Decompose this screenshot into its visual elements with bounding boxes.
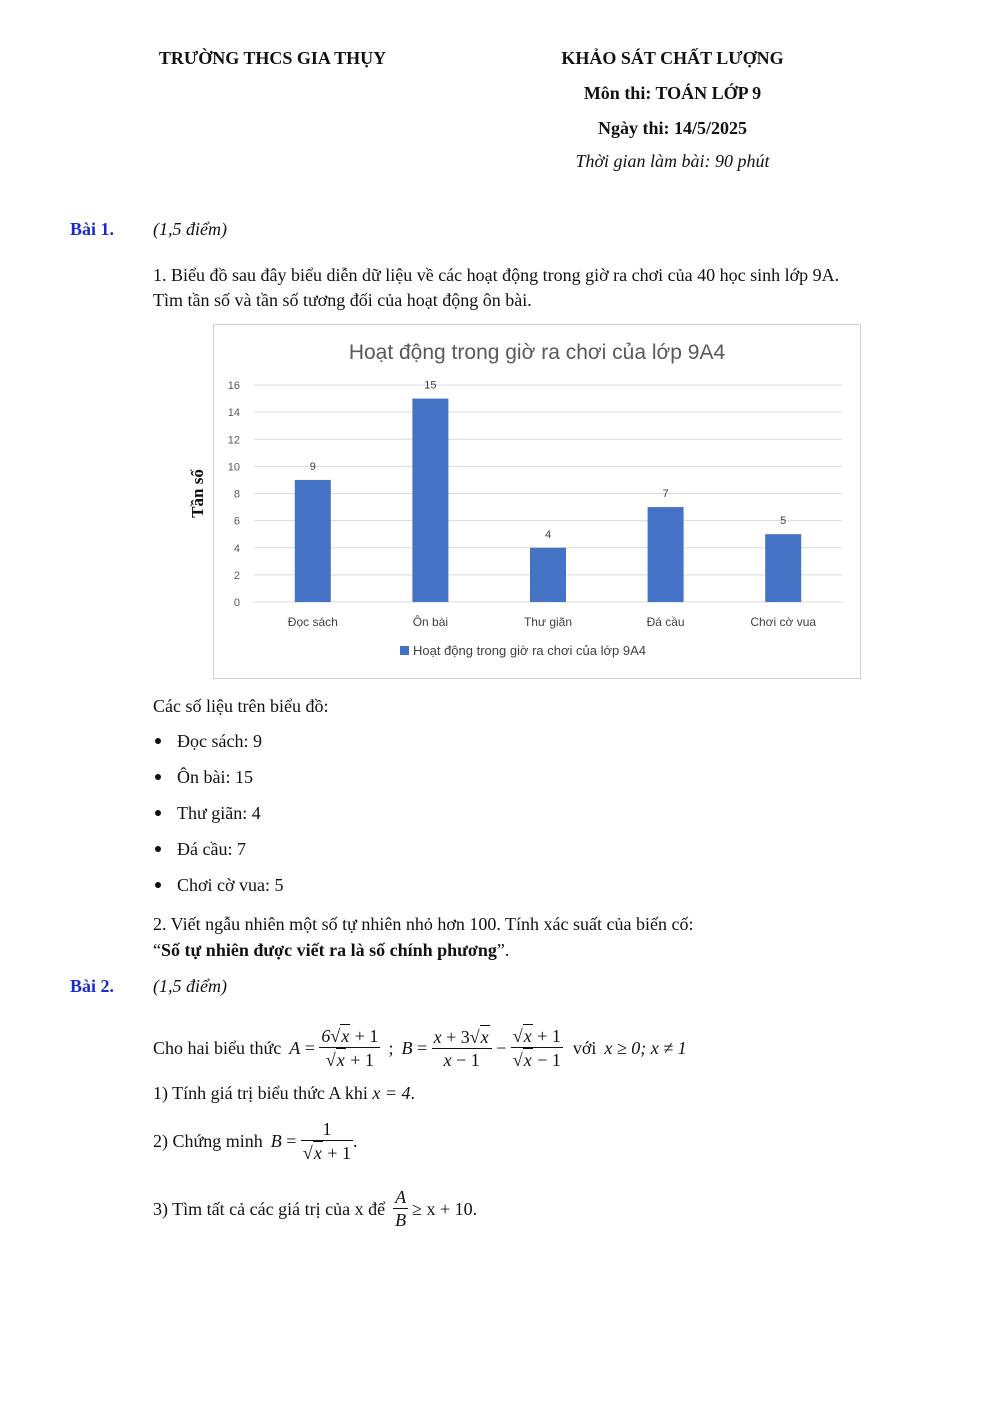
bar (412, 399, 448, 602)
data-list-item-text: Thư giãn: 4 (177, 803, 261, 823)
data-list-item (155, 875, 284, 896)
bai1-q1-line1: 1. Biểu đồ sau đây biểu diễn dữ liệu về các hoạt động trong giờ ra chơi của 40 học sinh lớp 9A. (153, 265, 840, 285)
data-label: 7 (662, 488, 669, 501)
bai2-q3 (153, 1186, 477, 1231)
data-list-item (155, 731, 262, 752)
expression-a: A = $\frac{6√x + 1}{√x + 1}$ (289, 1026, 379, 1070)
bai2-q2-formula: B = $\frac{1}{√x + 1}$ . (270, 1119, 358, 1163)
bai1-q2-line1: 2. Viết ngẫu nhiên một số tự nhiên nhỏ hơn 100. Tính xác suất của biến cố: (153, 914, 694, 934)
bai2-q3-text: 3) Tìm tất cả các giá trị của x để (153, 1198, 386, 1219)
y-tick-label: 0 (233, 597, 240, 609)
y-tick-label: 8 (233, 488, 240, 501)
x-tick-label: Thư giãn (523, 615, 573, 629)
bai2-q2 (153, 1118, 357, 1164)
school-name: TRƯỜNG THCS GIA THỤY (158, 48, 387, 68)
quote-open: “ (153, 940, 161, 960)
expressions-intro: Cho hai biểu thức (153, 1037, 282, 1058)
activity-chart (188, 324, 861, 679)
data-list-item (155, 803, 261, 824)
expressions-line (153, 1024, 687, 1071)
expression-b: B = $\frac{x + 3√x}{x - 1}$ − $\frac{√x + 1}{√x - 1}$ (401, 1026, 561, 1070)
bar (765, 534, 801, 602)
x-tick-label: Ôn bài (412, 615, 449, 629)
data-label: 15 (424, 379, 437, 392)
data-list-item (155, 839, 246, 860)
bullet-icon (155, 882, 161, 888)
bullet-icon (155, 810, 161, 816)
y-tick-label: 4 (233, 542, 240, 555)
bai2-q1: 1) Tính giá trị biểu thức A khi x = 4. (153, 1083, 416, 1103)
bullet-icon (155, 774, 161, 780)
bai1-points: (1,5 điểm) (153, 219, 227, 239)
bai2-q1-text: 1) Tính giá trị biểu thức A khi (153, 1083, 368, 1103)
exam-title: KHẢO SÁT CHẤT LƯỢNG (561, 48, 784, 68)
data-label: 5 (780, 515, 787, 528)
bai1-q1-line2: Tìm tần số và tần số tương đối của hoạt động ôn bài. (153, 290, 532, 310)
y-tick-label: 16 (227, 380, 240, 392)
data-list-item-text: Chơi cờ vua: 5 (177, 875, 284, 895)
bai2-q2-text: 2) Chứng minh (153, 1131, 263, 1151)
exam-duration: Thời gian làm bài: 90 phút (575, 151, 770, 171)
y-tick-label: 10 (227, 461, 240, 474)
legend-swatch (400, 646, 409, 655)
data-intro: Các số liệu trên biểu đồ: (153, 696, 329, 716)
y-axis-label: Tần số (188, 469, 207, 518)
event-statement: Số tự nhiên được viết ra là số chính phương (161, 940, 497, 960)
chart-title: Hoạt động trong giờ ra chơi của lớp 9A4 (348, 341, 726, 364)
bai2-q3-formula: $\frac{A}{B}$ ≥ x + 10 . (395, 1187, 478, 1230)
bar-chart-svg (188, 325, 860, 678)
y-tick-label: 14 (227, 407, 240, 420)
bai2-label: Bài 2. (70, 976, 115, 996)
data-list-item-text: Ôn bài: 15 (177, 767, 253, 787)
y-tick-label: 12 (227, 434, 240, 447)
quote-close: ”. (496, 940, 510, 960)
data-label: 9 (309, 460, 316, 473)
y-tick-label: 6 (233, 515, 240, 528)
exam-date: Ngày thi: 14/5/2025 (597, 118, 747, 138)
bai1-q2-line2 (153, 937, 509, 963)
bai1-label: Bài 1. (70, 219, 115, 239)
bar (648, 507, 684, 602)
data-list-item-text: Đọc sách: 9 (177, 731, 262, 751)
bar (530, 548, 566, 602)
data-label: 4 (544, 528, 552, 541)
data-list-item-text: Đá cầu: 7 (177, 839, 246, 859)
domain-condition: x ≥ 0; x ≠ 1 (604, 1037, 687, 1058)
bai2-points: (1,5 điểm) (153, 976, 227, 996)
x-tick-label: Đá cầu (646, 615, 685, 629)
with-word: với (572, 1037, 597, 1058)
x-tick-label: Chơi cờ vua (750, 615, 817, 629)
bullet-icon (155, 846, 161, 852)
bullet-icon (155, 738, 161, 744)
legend-label: Hoạt động trong giờ ra chơi của lớp 9A4 (413, 643, 646, 658)
data-list-item (155, 767, 253, 788)
x-tick-label: Đọc sách (287, 615, 338, 629)
y-tick-label: 2 (233, 569, 240, 582)
bar (295, 480, 331, 602)
expr-separator: ; (388, 1037, 394, 1058)
exam-subject: Môn thi: TOÁN LỚP 9 (583, 83, 762, 103)
bai2-q1-math: x = 4 (372, 1083, 411, 1103)
